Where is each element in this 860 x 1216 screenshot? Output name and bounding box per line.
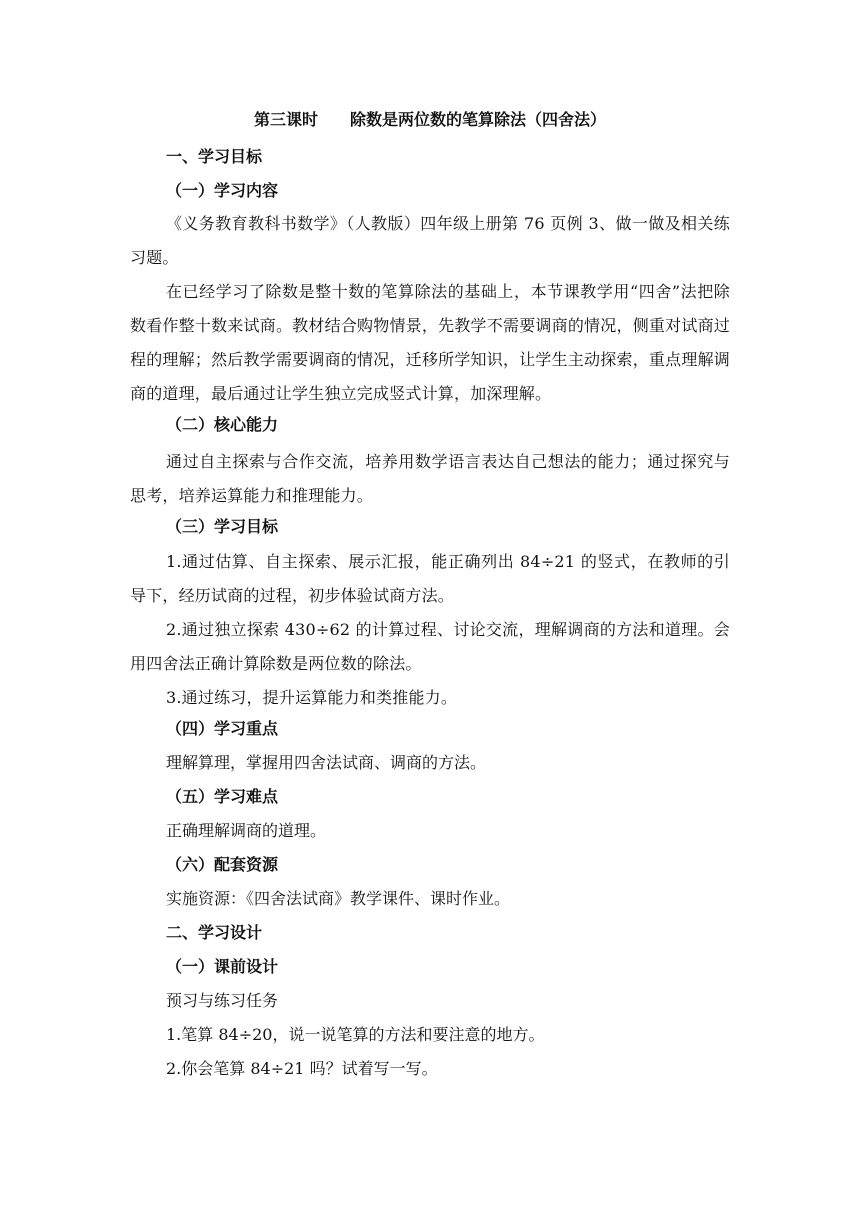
section-heading-learning-goals: 一、学习目标	[166, 147, 263, 166]
subheading-resources: （六）配套资源	[166, 855, 279, 874]
subheading-learning-objectives: （三）学习目标	[166, 517, 279, 536]
paragraph-key-points: 理解算理，掌握用四舍法试商、调商的方法。	[166, 753, 487, 772]
document-title: 第三课时 除数是两位数的笔算除法（四舍法）	[253, 110, 606, 129]
objective-item-1: 1.通过估算、自主探索、展示汇报，能正确列出 84÷21 的竖式，在教师的引导下，经历试商的过程，初步体验试商方法。	[130, 552, 730, 605]
objective-item-3: 3.通过练习，提升运算能力和类推能力。	[166, 688, 458, 707]
paragraph-difficulties: 正确理解调商的道理。	[166, 821, 327, 840]
paragraph-core-competence: 通过自主探索与合作交流，培养用数学语言表达自己想法的能力；通过探究与思考，培养运算能力和推理能力。	[130, 452, 730, 505]
paragraph-preview-task-title: 预习与练习任务	[166, 991, 279, 1010]
subheading-pre-class-design: （一）课前设计	[166, 957, 279, 976]
paragraph-textbook-reference: 《义务教育教科书数学》（人教版）四年级上册第 76 页例 3、做一做及相关练习题。	[130, 214, 730, 267]
paragraph-resources: 实施资源：《四舍法试商》教学课件、课时作业。	[166, 889, 511, 908]
subheading-core-competence: （二）核心能力	[166, 415, 279, 434]
preview-task-item-1: 1.笔算 84÷20，说一说笔算的方法和要注意的地方。	[166, 1025, 545, 1044]
paragraph-teaching-context: 在已经学习了除数是整十数的笔算除法的基础上，本节课教学用“四舍”法把除数看作整十数来试商。教材结合购物情景，先教学不需要调商的情况，侧重对试商过程的理解；然后教学需要调商的情况，迁移所学知识，让学生主动探索，重点理解调商的道理，最后通过让学生独立完成竖式计算，加深理解。	[130, 282, 730, 403]
subheading-key-points: （四）学习重点	[166, 719, 279, 738]
objective-item-2: 2.通过独立探索 430÷62 的计算过程、讨论交流，理解调商的方法和道理。会用四舍法正确计算除数是两位数的除法。	[130, 620, 730, 673]
section-heading-learning-design: 二、学习设计	[166, 923, 263, 942]
preview-task-item-2: 2.你会笔算 84÷21 吗？试着写一写。	[166, 1059, 438, 1078]
subheading-learning-content: （一）学习内容	[166, 181, 279, 200]
subheading-difficulties: （五）学习难点	[166, 787, 279, 806]
